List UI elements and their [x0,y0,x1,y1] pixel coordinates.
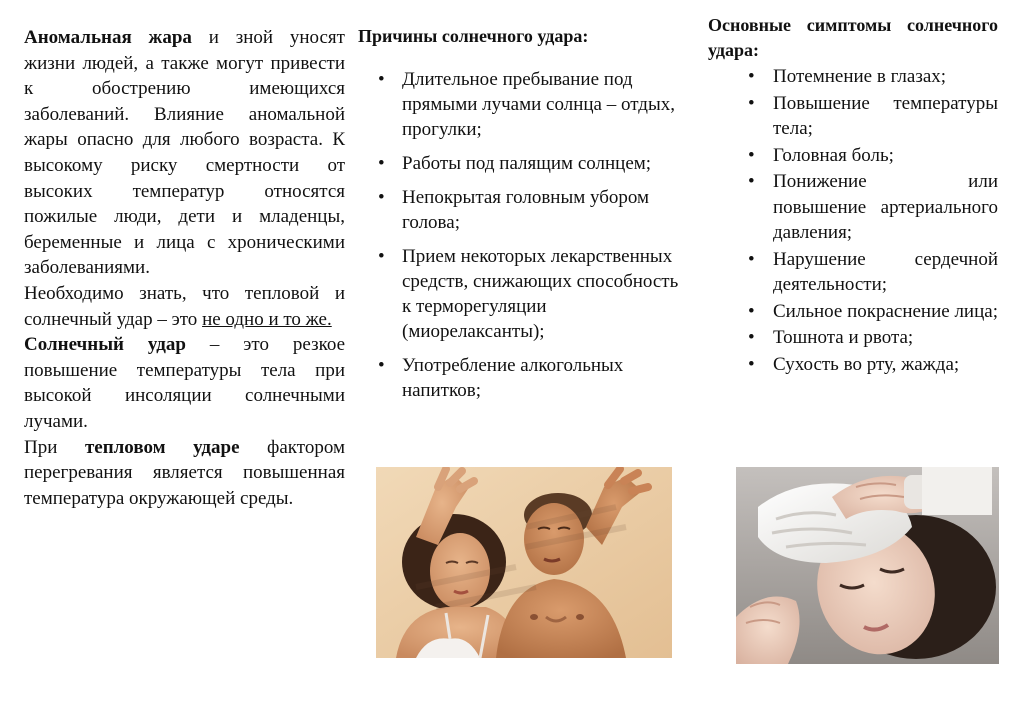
causes-item: • Работы под палящим солнцем; [378,151,690,176]
causes-list [378,67,690,412]
intro-difference-text: Необходимо знать, что тепловой и солнечный удар – это [24,282,345,330]
symptoms-item: • Сильное покраснение лица; [748,299,998,325]
intro-sunstroke-term: Солнечный удар [24,334,186,356]
symptoms-item: • Головная боль; [748,143,998,169]
symptoms-item: • Понижение или повышение артериального давления; [748,169,998,246]
symptoms-title: Основные симптомы солнечного удара: [708,15,998,60]
intro-heatstroke-text: фактором перегревания является повышенная температура окружающей среды. [24,436,345,509]
intro-paragraph-heatstroke [24,435,345,512]
causes-title: Причины солнечного удара: [358,26,589,46]
causes-item: • Употребление алкогольных напитков; [378,353,690,403]
causes-item: • Прием некоторых лекарственных средств, снижающих способность к терморегуляции (миорелаксанты); [378,244,690,344]
symptoms-item: • Нарушение сердечной деятельности; [748,247,998,298]
intro-heatstroke-term: тепловом ударе [84,436,240,458]
intro-heat-text: и зной уносят жизни людей, а также могут привести к обострению имеющихся заболеваний. Влияние аномальной жары опасно для любого возраста. К высокому риску смертности от высоких температур относятся пожилые люди, дети и младенцы, беременные и лица с хроническими заболеваниями. [24,27,345,279]
causes-item: • Длительное пребывание под прямыми лучами солнца – отдых, прогулки; [378,67,690,142]
intro-paragraph-sunstroke [24,332,345,434]
intro-paragraph-heat [24,25,345,281]
intro-heat-term: Аномальная жара [24,27,192,48]
intro-column [24,25,345,511]
intro-paragraph-difference [24,281,345,332]
intro-heatstroke-start: При [24,436,85,458]
causes-item: • Непокрытая головным убором голова; [378,185,690,235]
intro-sunstroke-text: – это резкое повышение температуры тела при высокой инсоляции солнечными лучами. [24,334,346,432]
symptoms-item: • Сухость во рту, жажда; [748,352,998,378]
intro-difference-underline: не одно и то же. [202,308,332,330]
symptoms-item: • Тошнота и рвота; [748,325,998,351]
sunbathing-couple-photo [376,467,672,658]
symptoms-item: • Потемнение в глазах; [748,64,998,90]
headache-towel-photo [736,467,999,664]
symptoms-item: • Повышение температуры тела; [748,91,998,142]
symptoms-list [748,64,998,378]
